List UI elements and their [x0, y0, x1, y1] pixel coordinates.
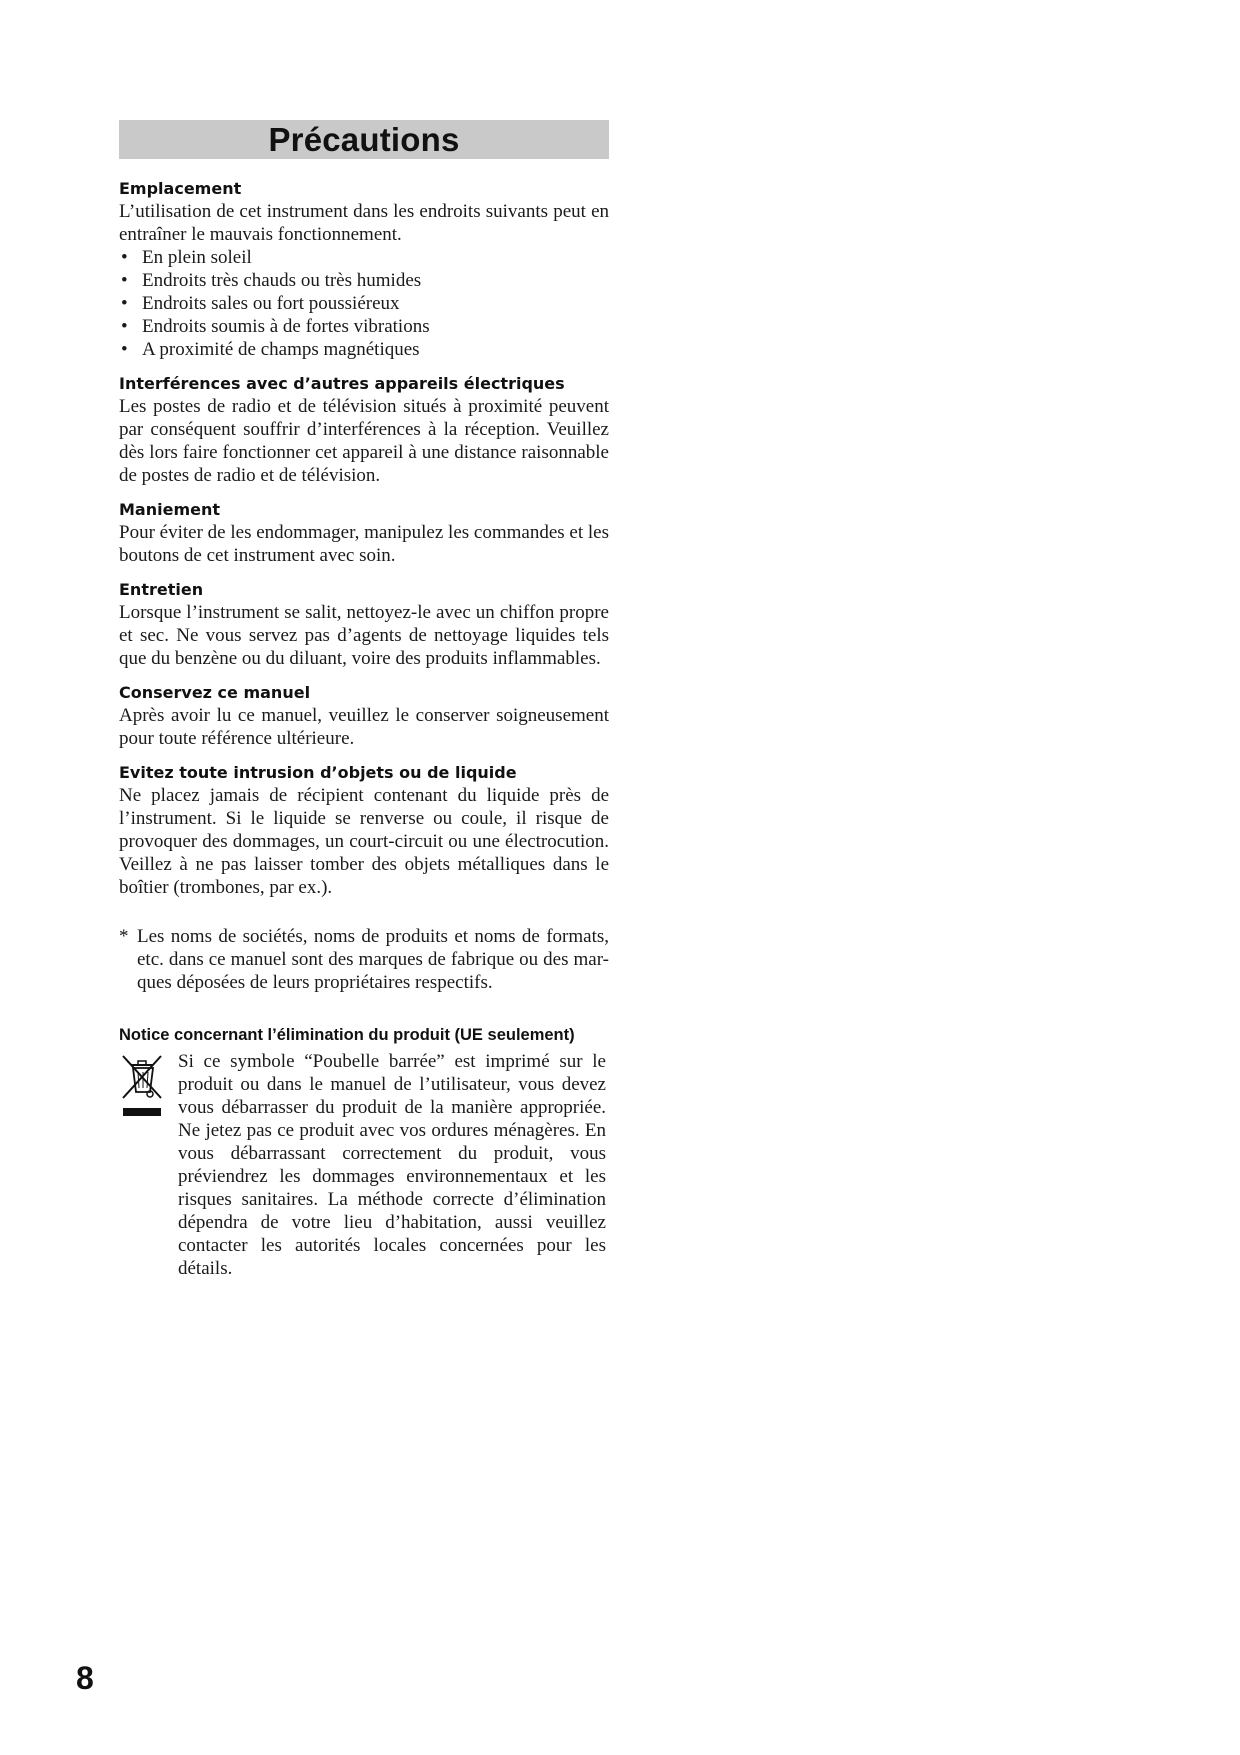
section-heading: Entretien: [119, 580, 204, 599]
section-heading: Evitez toute intrusion d’objets ou de liquide: [119, 763, 517, 782]
crossed-out-wheelie-bin-icon: [119, 1050, 178, 1125]
section-maniement: [119, 498, 609, 567]
section-text: Lorsque l’instrument se salit, nettoyez-le avec un chiffon propre et sec. Ne vous servez pas d’agents de nettoyage liquides tels que du benzène ou du diluant, voire des produits inflammables.: [119, 602, 609, 669]
section-text: Après avoir lu ce manuel, veuillez le conserver soigneusement pour toute référence ultérieure.: [119, 705, 609, 749]
section-text: L’utilisation de cet instrument dans les endroits suivants peut en entraîner le mauvais fonctionnement.: [119, 201, 609, 245]
section-heading: Interférences avec d’autres appareils électriques: [119, 374, 565, 393]
trademark-footnote: [119, 925, 609, 994]
section-heading: Maniement: [119, 500, 221, 519]
list-item: • Endroits sales ou fort poussiéreux: [121, 293, 400, 314]
section-interferences: [119, 372, 609, 487]
section-heading: Emplacement: [119, 179, 242, 198]
footnote-text: Les noms de sociétés, noms de produits et noms de formats, etc. dans ce manuel sont des marques de fabrique ou des mar-ques déposées de leurs propriétaires respectifs.: [137, 926, 609, 993]
list-item: • En plein soleil: [121, 247, 252, 268]
bullet-icon: •: [121, 316, 128, 337]
section-intrusion: [119, 761, 609, 899]
section-heading: Conservez ce manuel: [119, 683, 311, 702]
list-item: • A proximité de champs magnétiques: [121, 339, 420, 360]
bullet-icon: •: [121, 270, 128, 291]
section-text: Les postes de radio et de télévision situés à proximité peuvent par conséquent souffrir d’interférences à la réception. Veuillez dès lors faire fonctionner cet appareil à une distance raisonnable de postes de radio et de télévision.: [119, 396, 609, 486]
notice-text: Si ce symbole “Poubelle barrée” est imprimé sur le produit ou dans le manuel de l’utilisateur, vous devez vous débarrasser du produit de la manière appropriée. Ne jetez pas ce produit avec vos ordures ménagères. En vous débarrassant correctement du produit, vous préviendrez les dommages environnementaux et les risques sanitaires. La méthode correcte d’élimination dépendra de votre lieu d’habitation, aussi veuillez contacter les autorités locales concernées pour les détails.: [178, 1051, 606, 1279]
section-conservez-manuel: [119, 681, 609, 750]
section-text: Ne placez jamais de récipient contenant du liquide près de l’instrument. Si le liquide se renverse ou coule, il risque de provoquer des dommages, un court-circuit ou une électrocution. Veillez à ne pas laisser tomber des objets métalliques dans le boîtier (trombones, par ex.).: [119, 785, 609, 898]
bullet-list: [119, 246, 609, 361]
page-number: 8: [76, 1660, 94, 1696]
list-item: • Endroits très chauds ou très humides: [121, 270, 422, 291]
asterisk-marker: *: [119, 926, 129, 947]
notice-body: [119, 1050, 609, 1280]
section-text: Pour éviter de les endommager, manipulez les commandes et les boutons de cet instrument avec soin.: [119, 522, 609, 566]
section-emplacement: [119, 177, 609, 361]
notice-heading: Notice concernant l’élimination du produit (UE seulement): [119, 1026, 575, 1044]
section-entretien: [119, 578, 609, 670]
disposal-notice: [119, 1024, 609, 1280]
page-title: Précautions: [268, 120, 460, 158]
bullet-icon: •: [121, 293, 128, 314]
precautions-column: [119, 120, 609, 1280]
bullet-icon: •: [121, 339, 128, 360]
list-item: • Endroits soumis à de fortes vibrations: [121, 316, 430, 337]
title-bar: [119, 120, 609, 159]
bullet-icon: •: [121, 247, 128, 268]
